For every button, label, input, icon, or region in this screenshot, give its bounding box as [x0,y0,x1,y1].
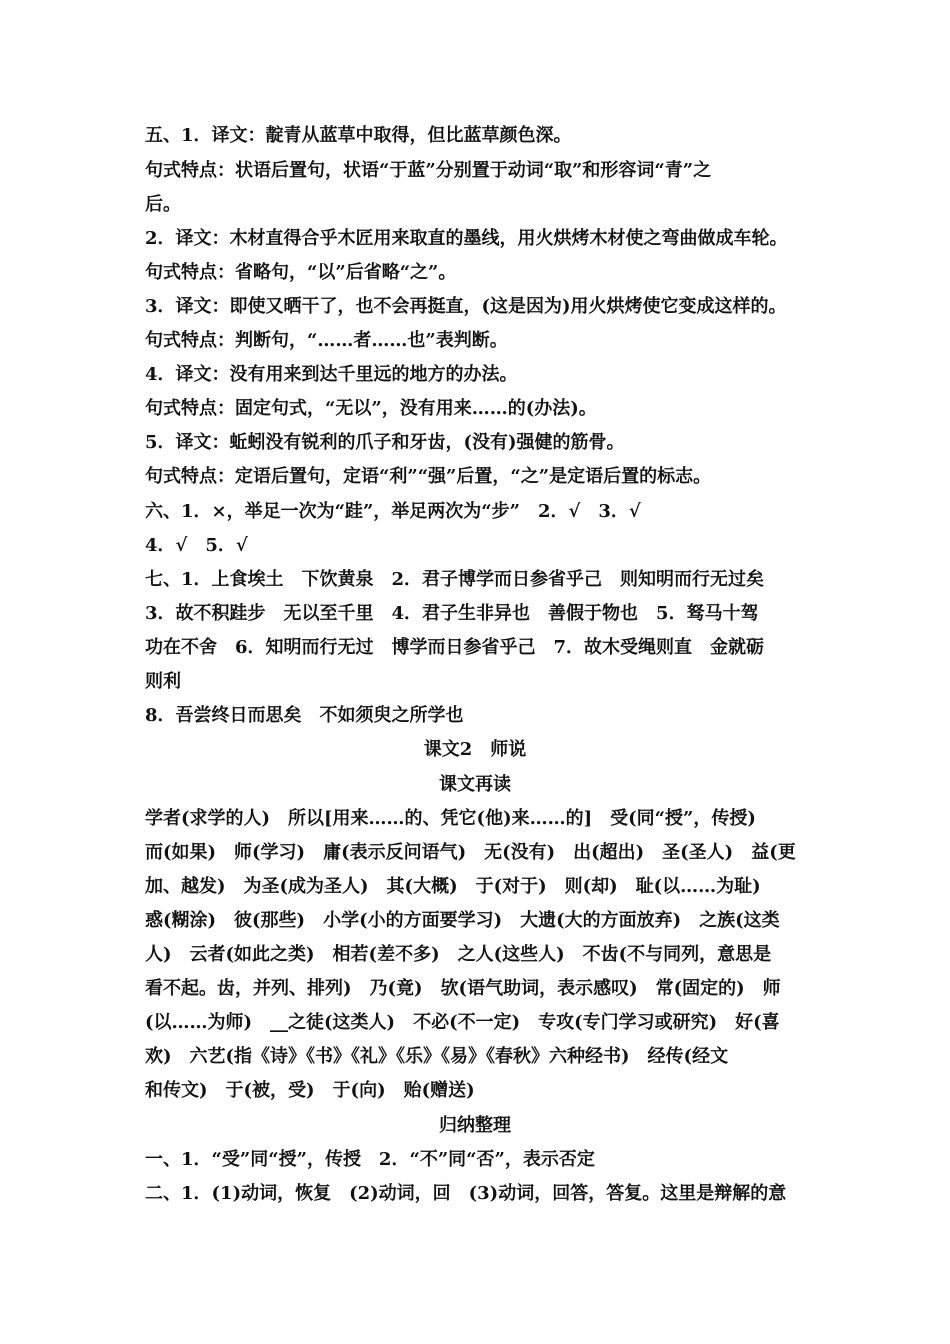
section-heading-summary: 归纳整理 [439,1115,511,1136]
answer-5-3: 3．译文：即使又晒干了，也不会再挺直，(这是因为)用火烘烤使它变成这样的。 [145,296,787,317]
answer-5-5-feature: 句式特点：定语后置句，定语“利”“强”后置，“之”是定语后置的标志。 [145,466,712,487]
vocab-line-4: 惑(糊涂) 彼(那些) 小学(小的方面要学习) 大遗(大的方面放弃) 之族(这类 [145,910,780,931]
vocab-line-3: 加、越发) 为圣(成为圣人) 其(大概) 于(对于) 则(却) 耻(以……为耻) [145,876,761,897]
answer-7-line2: 3．故不积跬步 无以至千里 4．君子生非异也 善假于物也 5．驽马十驾 [145,603,759,624]
answer-7-line5: 8．吾尝终日而思矣 不如须臾之所学也 [145,705,464,726]
summary-2: 二、1．(1)动词，恢复 (2)动词，回 (3)动词，回答，答复。这里是辩解的意 [145,1183,787,1204]
vocab-line-6: 看不起。齿，并列、排列) 乃(竟) 欤(语气助词，表示感叹) 常(固定的) 师 [145,978,781,999]
answer-5-5: 5．译文：蚯蚓没有锐利的爪子和牙齿，(没有)强健的筋骨。 [145,432,625,453]
summary-1: 一、1．“受”同“授”，传授 2．“不”同“否”，表示否定 [145,1149,595,1170]
answer-7-line4: 则利 [145,671,181,692]
vocab-line-8: 欢) 六艺(指《诗》《书》《礼》《乐》《易》《春秋》六种经书) 经传(经文 [145,1046,729,1067]
vocab-line-5: 人) 云者(如此之类) 相若(差不多) 之人(这些人) 不齿(不与同列，意思是 [145,944,772,965]
vocab-line-1: 学者(求学的人) 所以[用来……的、凭它(他)来……的] 受(同“授”，传授) [145,808,756,829]
answer-5-2-feature: 句式特点：省略句，“以”后省略“之”。 [145,262,457,283]
section-heading-reread: 课文再读 [439,774,511,795]
answer-5-2: 2．译文：木材直得合乎木匠用来取直的墨线，用火烘烤木材使之弯曲做成车轮。 [145,228,788,249]
answer-5-1-feature-cont: 后。 [145,194,181,215]
lesson-title: 课文2 师说 [423,739,527,760]
answer-7-line3: 功在不舍 6．知明而行无过 博学而日参省乎己 7．故木受绳则直 金就砺 [145,637,765,658]
answer-5-4-feature: 句式特点：固定句式，“无以”，没有用来……的(办法)。 [145,398,597,419]
vocab-line-7: (以……为师) __之徒(这类人) 不必(不一定) 专攻(专门学习或研究) 好(喜 [145,1012,780,1033]
answer-6-line2: 4．√ 5．√ [145,535,248,556]
answer-5-4: 4．译文：没有用来到达千里远的地方的办法。 [145,364,518,385]
answer-7-line1: 七、1．上食埃土 下饮黄泉 2．君子博学而日参省乎己 则知明而行无过矣 [145,569,765,590]
vocab-line-9: 和传文) 于(被，受) 于(向) 贻(赠送) [145,1080,475,1101]
answer-5-1: 五、1．译文：靛青从蓝草中取得，但比蓝草颜色深。 [145,125,572,146]
answer-5-1-feature: 句式特点：状语后置句，状语“于蓝”分别置于动词“取”和形容词“青”之 [145,160,712,181]
answer-6-line1: 六、1．×，举足一次为“跬”，举足两次为“步” 2．√ 3．√ [145,501,641,522]
answer-5-3-feature: 句式特点：判断句，“……者……也”表判断。 [145,330,508,351]
vocab-line-2: 而(如果) 师(学习) 庸(表示反问语气) 无(没有) 出(超出) 圣(圣人) 益(更 [145,842,796,863]
